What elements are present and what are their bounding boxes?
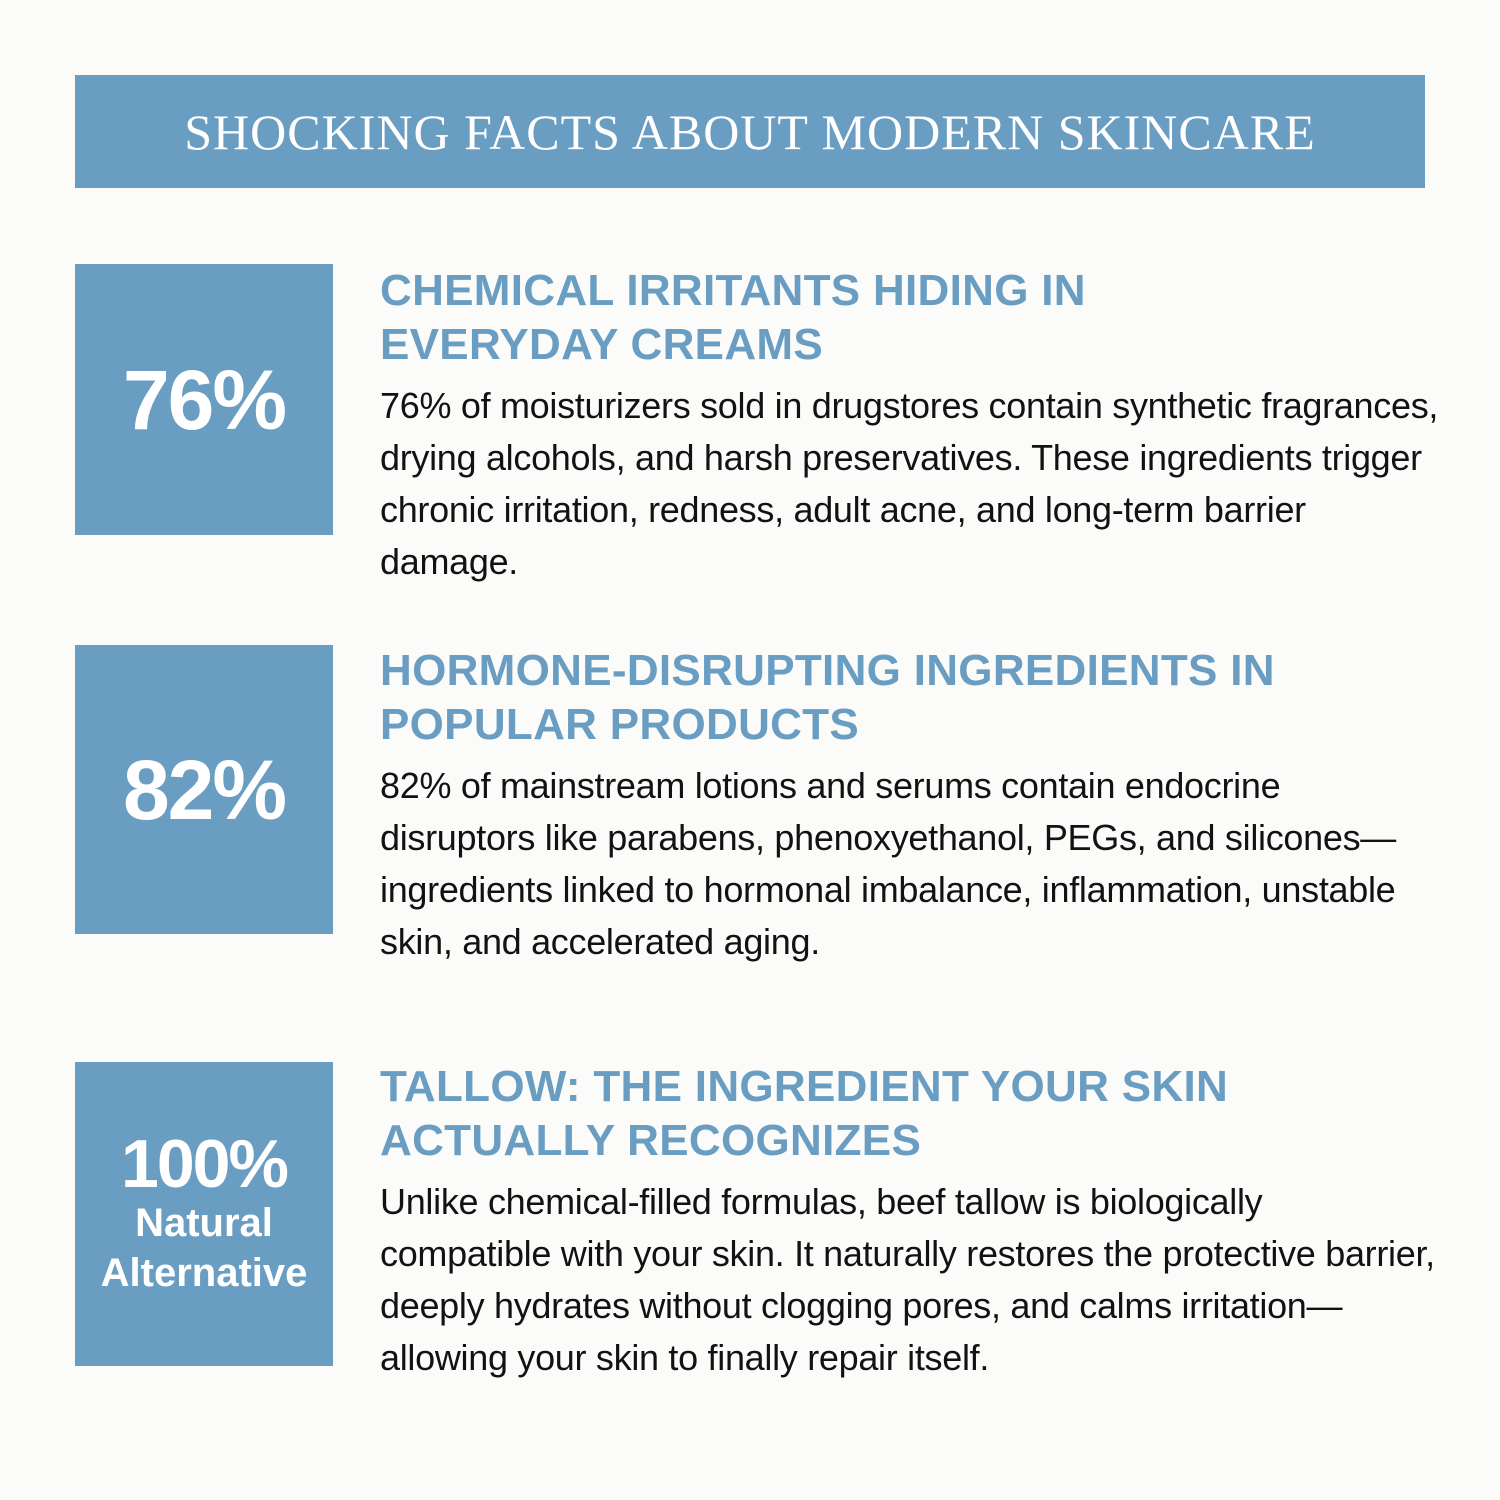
fact-heading: HORMONE-DISRUPTING INGREDIENTS IN POPULAR PRODUCTS (380, 646, 1275, 749)
stat-subtitle-line1: Natural (135, 1201, 273, 1245)
stat-subtitle-line2: Alternative (100, 1251, 308, 1295)
fact-body: 82% of mainstream lotions and serums contain endocrine disruptors like parabens, phenoxyethanol, PEGs, and silicones—ingredients linked to hormonal imbalance, inflammation, unstable skin, and accelerated aging. (380, 765, 1396, 962)
page-title: SHOCKING FACTS ABOUT MODERN SKINCARE (184, 103, 1316, 160)
fact-heading: TALLOW: THE INGREDIENT YOUR SKIN ACTUALLY RECOGNIZES (380, 1062, 1229, 1165)
stat-box-82 (75, 645, 333, 934)
stat-value: 76% (122, 352, 286, 447)
fact-body: 76% of moisturizers sold in drugstores contain synthetic fragrances, drying alcohols, and harsh preservatives. These ingredients trigger chronic irritation, redness, adult acne, and long-term barrier damage. (380, 385, 1439, 582)
title-banner (75, 75, 1425, 188)
fact-chemical-irritants (380, 264, 1440, 588)
stat-box-100 (75, 1062, 333, 1366)
stat-value: 82% (122, 742, 286, 837)
stat-box-76 (75, 264, 333, 535)
stat-value: 100% (121, 1126, 287, 1202)
fact-tallow (380, 1060, 1440, 1384)
fact-hormone-disrupting (380, 644, 1440, 968)
fact-body: Unlike chemical-filled formulas, beef tallow is biologically compatible with your skin. It naturally restores the protective barrier, deeply hydrates without clogging pores, and calms irritation—allowing your skin to finally repair itself. (380, 1181, 1435, 1378)
fact-heading: CHEMICAL IRRITANTS HIDING IN EVERYDAY CREAMS (380, 266, 1086, 369)
